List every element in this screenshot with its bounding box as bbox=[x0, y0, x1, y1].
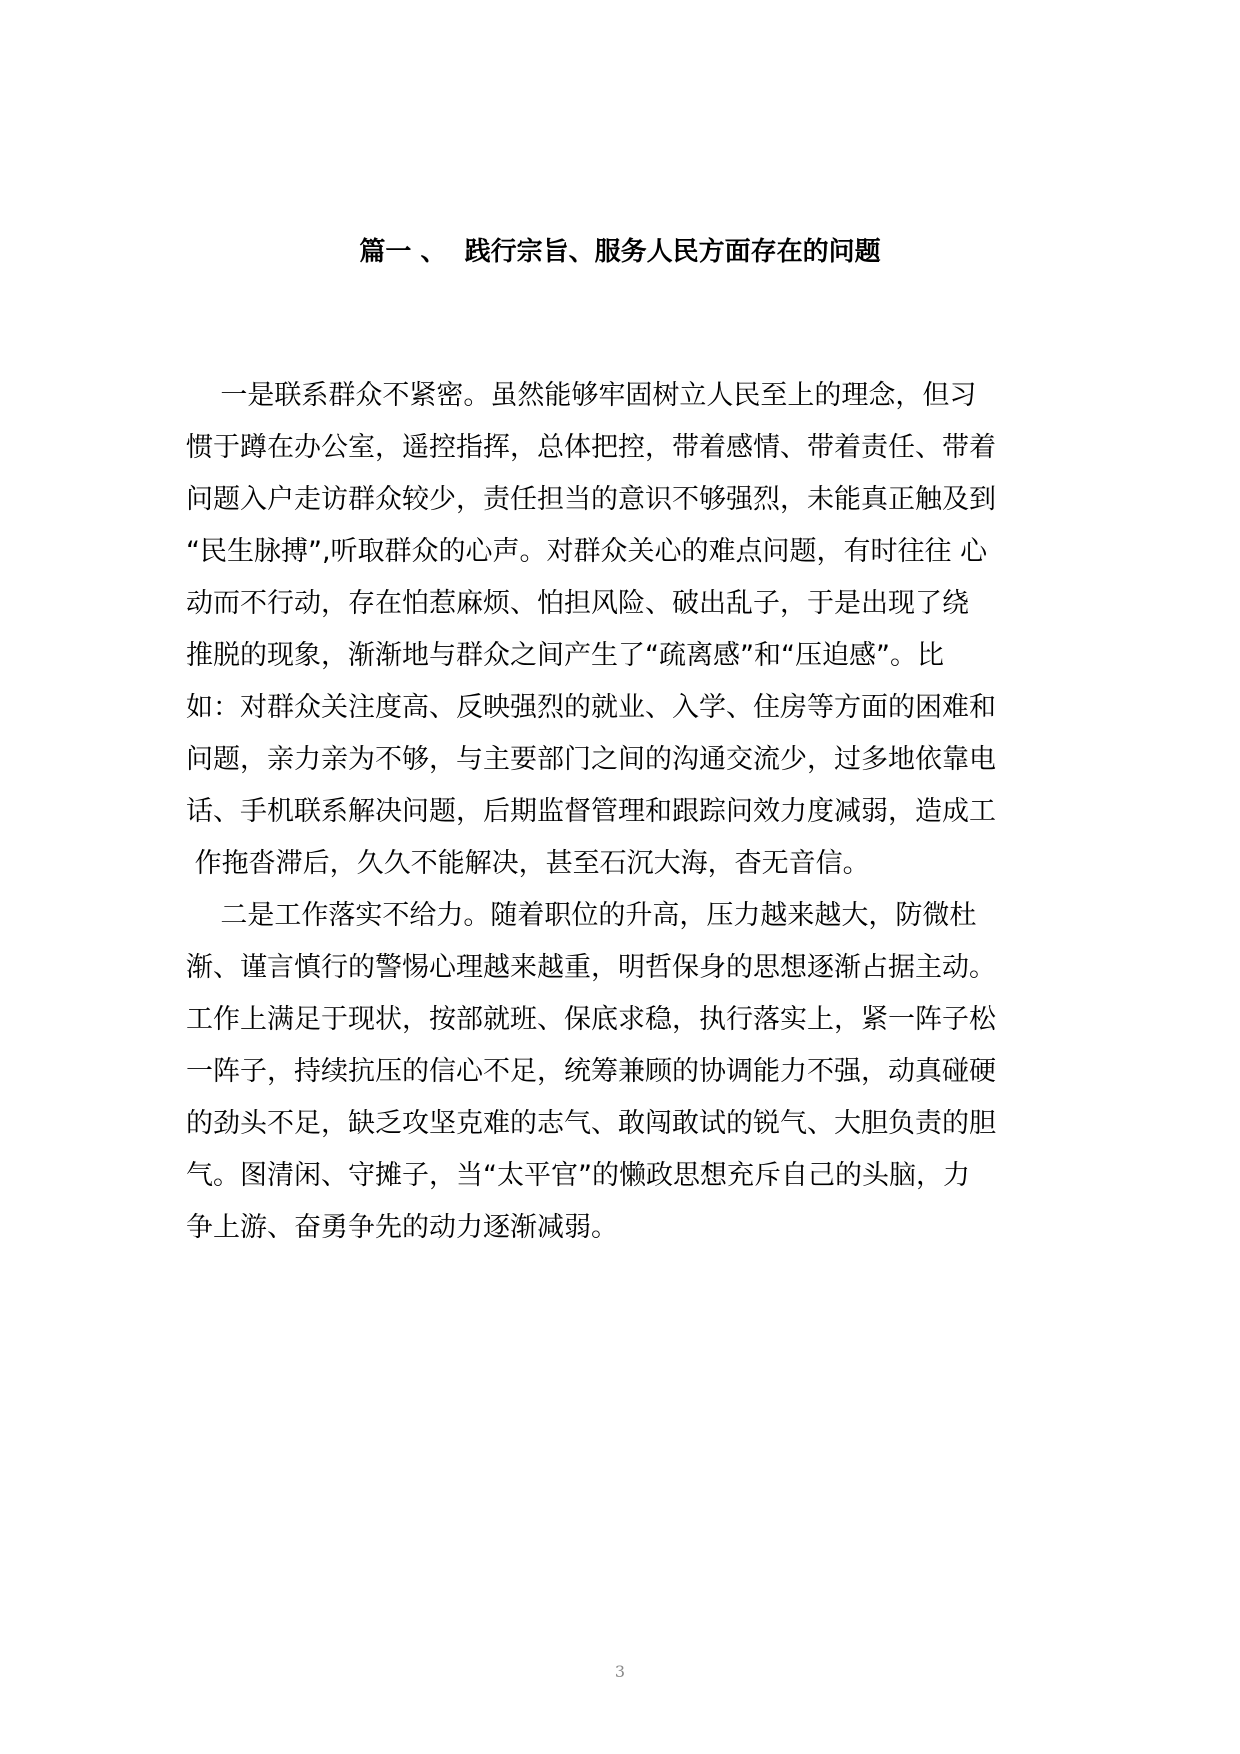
text-line: 问题入户走访群众较少，责任担当的意识不够强烈，未能真正触及到 bbox=[186, 484, 996, 515]
text-line: “民生脉搏”,听取群众的心声。对群众关心的难点问题，有时往往 心 bbox=[186, 536, 988, 567]
text-line: 渐、谨言慎行的警惕心理越来越重，明哲保身的思想逐渐占据主动。 bbox=[186, 952, 996, 983]
text-line: 一阵子，持续抗压的信心不足，统筹兼顾的协调能力不强，动真碰硬 bbox=[186, 1056, 996, 1087]
text-line: 的劲头不足，缺乏攻坚克难的志气、敢闯敢试的锐气、大胆负责的胆 bbox=[186, 1108, 996, 1139]
text-line: 动而不行动，存在怕惹麻烦、怕担风险、破出乱子，于是出现了绕 bbox=[186, 588, 969, 619]
paragraph-1 bbox=[186, 370, 1066, 890]
text-line: 争上游、奋勇争先的动力逐渐减弱。 bbox=[186, 1212, 618, 1243]
text-line: 工作上满足于现状，按部就班、保底求稳，执行落实上，紧一阵子松 bbox=[186, 1004, 996, 1035]
text-line: 惯于蹲在办公室，遥控指挥，总体把控，带着感情、带着责任、带着 bbox=[186, 432, 996, 463]
text-line: 问题，亲力亲为不够，与主要部门之间的沟通交流少，过多地依靠电 bbox=[186, 744, 996, 775]
text-line: 如：对群众关注度高、反映强烈的就业、入学、住房等方面的困难和 bbox=[186, 692, 996, 723]
text-line: 话、手机联系解决问题，后期监督管理和跟踪问效力度减弱，造成工 bbox=[186, 796, 996, 827]
page-number: 3 bbox=[614, 1662, 626, 1681]
text-line: 推脱的现象，渐渐地与群众之间产生了“疏离感”和“压迫感”。比 bbox=[186, 640, 944, 671]
text-line: 作拖沓滞后，久久不能解决，甚至石沉大海，杳无音信。 bbox=[186, 848, 870, 879]
body-text bbox=[186, 370, 1066, 1254]
text-line: 二是工作落实不给力。随着职位的升高，压力越来越大，防微杜 bbox=[186, 900, 977, 931]
text-line: 气。图清闲、守摊子，当“太平官”的懒政思想充斥自己的头脑，力 bbox=[186, 1160, 970, 1191]
text-line: 一是联系群众不紧密。虽然能够牢固树立人民至上的理念，但习 bbox=[186, 380, 977, 411]
paragraph-2 bbox=[186, 890, 1066, 1254]
page-heading: 篇一 、 践行宗旨、服务人民方面存在的问题 bbox=[359, 237, 881, 267]
